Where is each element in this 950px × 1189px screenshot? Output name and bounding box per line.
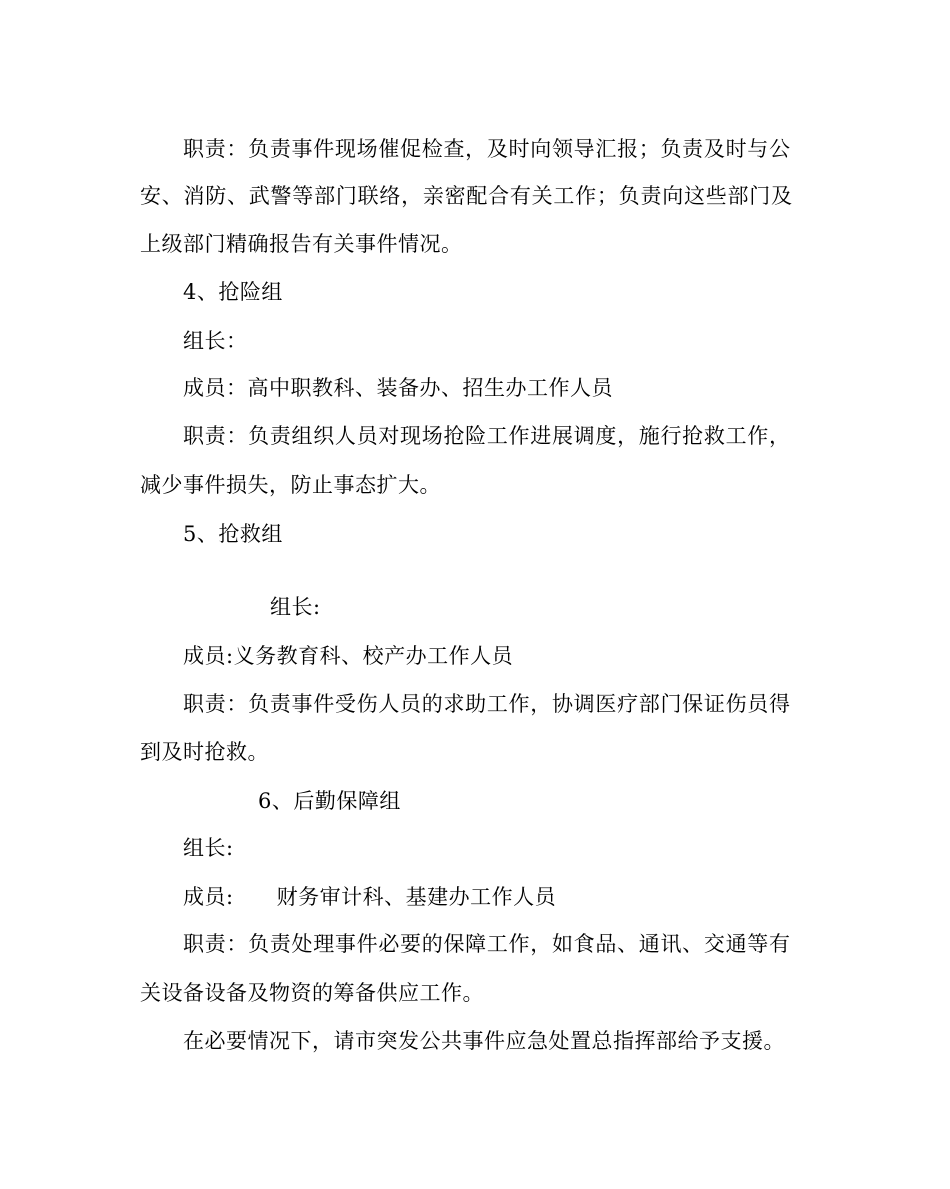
paragraph-line: 职责：负责事件现场催促检查，及时向领导汇报；负责及时与公 (183, 137, 790, 161)
duty-line: 减少事件损失，防止事态扩大。 (140, 473, 441, 497)
paragraph-line: 安、消防、武警等部门联络，亲密配合有关工作；负责向这些部门及 (140, 184, 792, 208)
section-heading: 5、抢救组 (183, 522, 283, 546)
duty-line: 到及时抢救。 (140, 740, 269, 764)
section-heading: 4、抢险组 (183, 280, 283, 304)
leader-line: 组长： (183, 329, 248, 353)
section-heading: 6、后勤保障组 (258, 789, 401, 813)
duty-line: 职责：负责处理事件必要的保障工作，如食品、通讯、交通等有 (183, 932, 790, 956)
members-line: 成员: 财务审计科、基建办工作人员 (183, 885, 557, 909)
closing-paragraph: 在必要情况下，请市突发公共事件应急处置总指挥部给予支援。 (183, 1029, 785, 1053)
paragraph-line: 上级部门精确报告有关事件情况。 (140, 232, 463, 256)
duty-line: 职责：负责事件受伤人员的求助工作，协调医疗部门保证伤员得 (183, 692, 790, 716)
members-line: 成员：高中职教科、装备办、招生办工作人员 (183, 376, 613, 400)
leader-line: 组长: (183, 836, 234, 860)
leader-line: 组长: (270, 595, 321, 619)
duty-line: 职责：负责组织人员对现场抢险工作进展调度，施行抢救工作， (183, 424, 790, 448)
duty-line: 关设备设备及物资的筹备供应工作。 (140, 981, 484, 1005)
members-line: 成员:义务教育科、校产办工作人员 (183, 644, 514, 668)
